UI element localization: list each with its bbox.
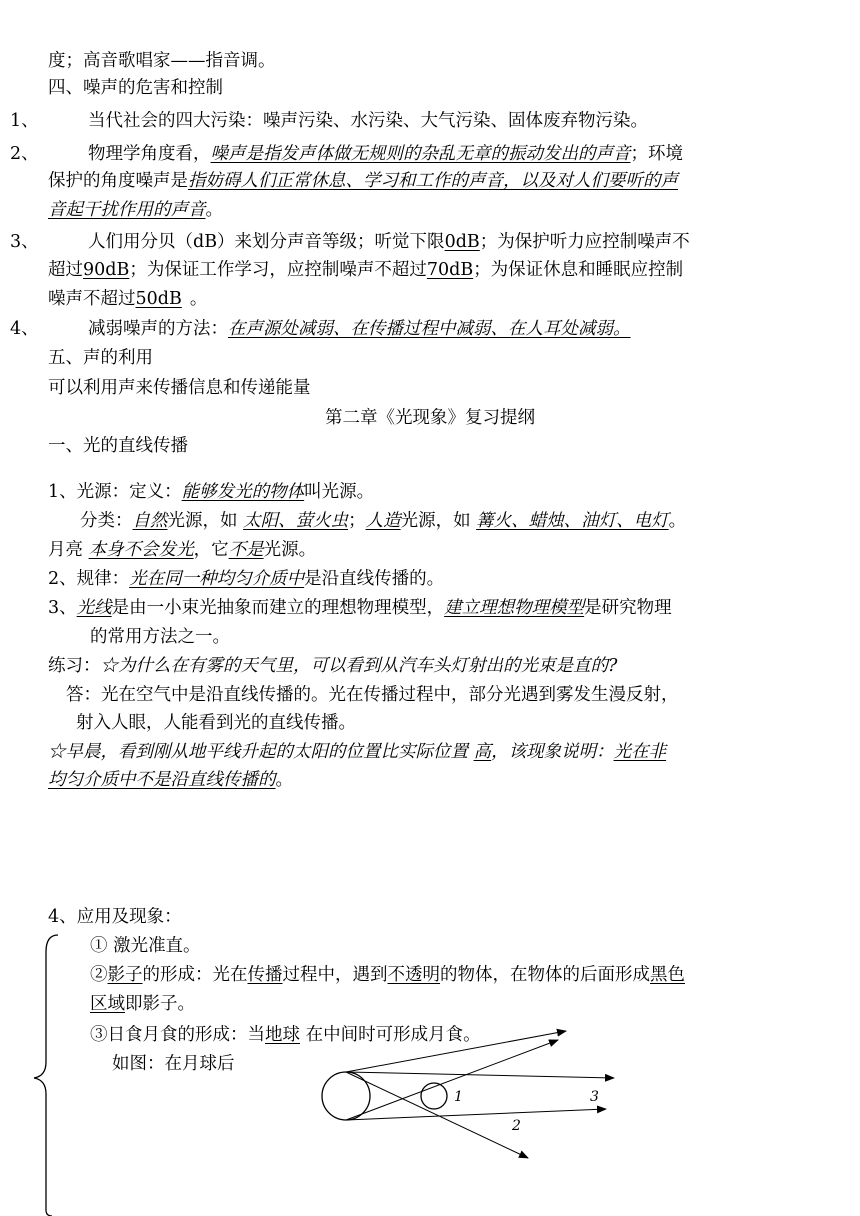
chapter-title: 第二章《光现象》复习提纲 xyxy=(325,408,535,428)
exercise-question: ☆早晨，看到刚从地平线升起的太阳的位置比实际位置 高，该现象说明：光在非 xyxy=(48,742,667,762)
text-line: 度；高音歌唱家——指音调。 xyxy=(48,51,276,71)
text-line: 超过90dB；为保证工作学习，应控制噪声不超过70dB；为保证休息和睡眠应控制 xyxy=(48,260,684,280)
text-line: ②影子的形成：光在传播过程中，遇到不透明的物体，在物体的后面形成黑色 xyxy=(90,965,685,985)
text-line: 可以利用声来传播信息和传递能量 xyxy=(48,378,311,398)
section-heading: 五、声的利用 xyxy=(48,348,153,368)
light-ray xyxy=(346,1109,606,1120)
text-line: 人们用分贝（dB）来划分声音等级；听觉下限0dB；为保护听力应控制噪声不 xyxy=(88,232,690,252)
diagram-label-1: 1 xyxy=(454,1089,463,1105)
text-line: 3、光线是由一小束光抽象而建立的理想物理模型，建立理想物理模型是研究物理 xyxy=(48,598,672,618)
text-line: 物理学角度看，噪声是指发声体做无规则的杂乱无章的振动发出的声音；环境 xyxy=(88,144,683,164)
text-line: 减弱噪声的方法：在声源处减弱、在传播过程中减弱、在人耳处减弱。 xyxy=(88,319,631,339)
list-number: 2、 xyxy=(10,144,39,164)
sun-circle xyxy=(322,1072,370,1120)
section-heading: 一、光的直线传播 xyxy=(48,436,188,456)
text-line: 区域即影子。 xyxy=(90,994,195,1014)
text-line: 的常用方法之一。 xyxy=(90,627,230,647)
exercise-answer: 答：光在空气中是沿直线传播的。光在传播过程中，部分光遇到雾发生漫反射， xyxy=(66,685,679,705)
exercise-question: 练习：☆为什么在有雾的天气里，可以看到从汽车头灯射出的光束是直的? xyxy=(48,656,618,676)
text-line: ③日食月食的形成：当地球 在中间时可形成月食。 xyxy=(90,1025,481,1045)
brace-icon xyxy=(34,935,58,1216)
list-number: 4、 xyxy=(10,319,39,339)
text-line: 当代社会的四大污染：噪声污染、水污染、大气污染、固体废弃物污染。 xyxy=(88,111,648,131)
text-line: 分类：自然光源，如 太阳、萤火虫；人造光源，如 篝火、蜡烛、油灯、电灯。 xyxy=(80,511,687,531)
text-line: 保护的角度噪声是指妨碍人们正常休息、学习和工作的声音，以及对人们要听的声 xyxy=(48,171,678,191)
light-ray xyxy=(346,1072,614,1078)
exercise-answer: 射入人眼，人能看到光的直线传播。 xyxy=(76,713,356,733)
list-number: 1、 xyxy=(10,111,39,131)
text-line: 音起干扰作用的声音。 xyxy=(48,200,223,220)
text-line: 1、光源：定义：能够发光的物体叫光源。 xyxy=(48,482,375,502)
section-heading: 四、噪声的危害和控制 xyxy=(48,78,223,98)
light-ray xyxy=(346,1031,566,1072)
list-number: 3、 xyxy=(10,232,39,252)
text-line: ① 激光准直。 xyxy=(90,936,201,956)
text-line: 如图：在月球后 xyxy=(112,1054,235,1074)
text-line: 月亮 本身不会发光，它不是光源。 xyxy=(48,540,317,560)
section-heading: 4、应用及现象： xyxy=(48,907,182,927)
diagram-label-2: 2 xyxy=(512,1118,521,1134)
text-line: 2、规律：光在同一种均匀介质中是沿直线传播的。 xyxy=(48,569,445,589)
diagram-label-3: 3 xyxy=(590,1089,599,1105)
exercise-question: 均匀介质中不是沿直线传播的。 xyxy=(48,770,293,790)
text-line: 噪声不超过50dB 。 xyxy=(48,289,208,309)
